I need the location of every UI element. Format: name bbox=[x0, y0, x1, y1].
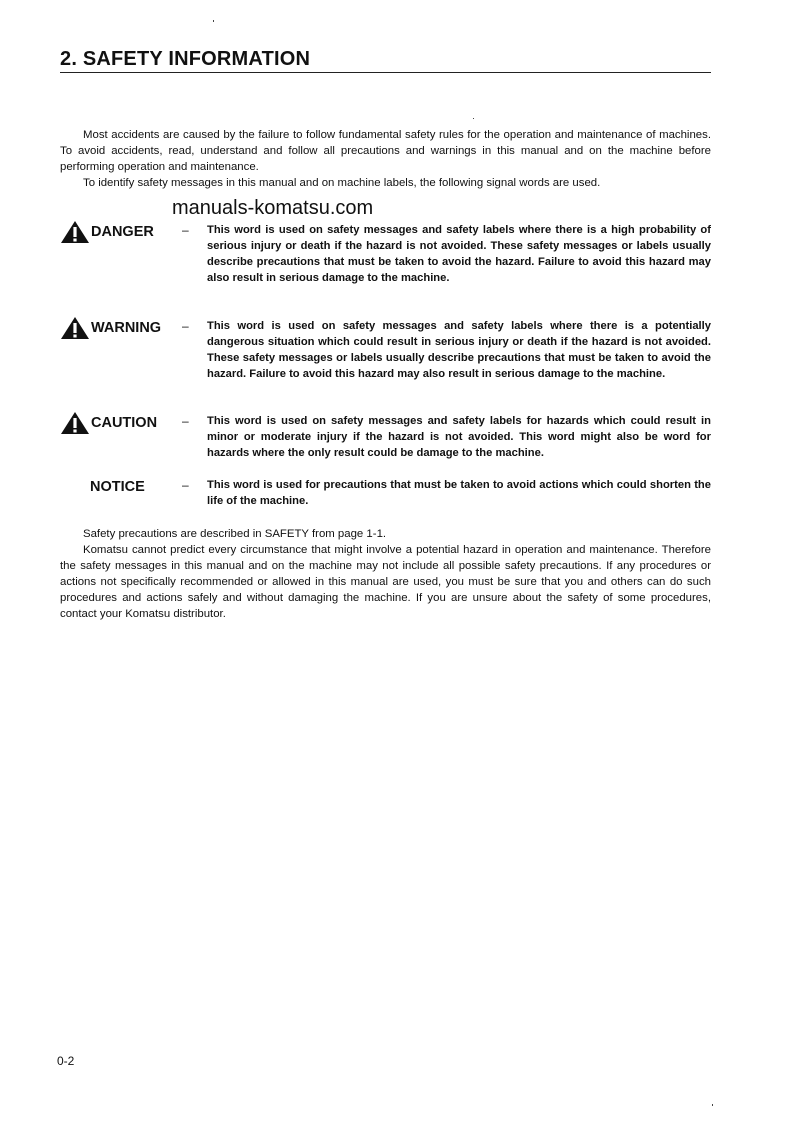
outro-paragraph: Safety precautions are described in SAFETY from page 1-1. bbox=[83, 528, 387, 540]
page-number: 0-2 bbox=[57, 1054, 75, 1068]
signal-label bbox=[90, 476, 145, 498]
signal-description: This word is used on safety messages and safety labels where there is a potentially dangerous situation which could result in serious injury or death if the hazard is not avoided. These safety messages or labels usually describe precautions that must be taken to avoid the hazard. Failure to avoid this hazard may also result in serious damage to the machine. bbox=[207, 320, 711, 380]
signal-description: This word is used on safety messages and safety labels for hazards which could result in minor or moderate injury if the hazard is not avoided. This word might also be word for hazards where the only result could be damage to the machine. bbox=[207, 415, 711, 459]
outro-text bbox=[60, 526, 711, 622]
signal-label bbox=[60, 221, 180, 243]
signal-dash: – bbox=[182, 223, 189, 237]
signal-word: NOTICE bbox=[90, 479, 145, 495]
signal-dash: – bbox=[182, 414, 189, 428]
signal-description: This word is used on safety messages and safety labels where there is a high probability of serious injury or death if the hazard is not avoided. These safety messages or labels usually describe precautions that must be taken to avoid the hazard. Failure to avoid this hazard may also result in serious damage to the machine. bbox=[207, 224, 711, 284]
intro-paragraph: Most accidents are caused by the failure to follow fundamental safety rules for the operation and maintenance of machines. To avoid accidents, read, understand and follow all precautions and warnings in this manual and on the machine before performing operation and maintenance. bbox=[60, 129, 711, 173]
section-title: 2. SAFETY INFORMATION bbox=[60, 48, 311, 70]
signal-word: DANGER bbox=[91, 224, 154, 240]
signal-description: This word is used for precautions that must be taken to avoid actions which could shorten the life of the machine. bbox=[207, 479, 711, 507]
signal-dash: – bbox=[182, 478, 189, 492]
signal-label bbox=[60, 317, 180, 339]
section-heading bbox=[60, 48, 711, 73]
outro-paragraph: Komatsu cannot predict every circumstance that might involve a potential hazard in operation and maintenance. Therefore the safety messages in this manual and on the machine may not include all possible safety precautions. If any procedures or actions not specifically recommended or allowed in this manual are used, you must be sure that you and others can do such procedures and actions safely and without damaging the machine. If you are unsure about the safety of some procedures, contact your Komatsu distributor. bbox=[60, 544, 711, 620]
watermark-text: manuals-komatsu.com bbox=[172, 197, 374, 219]
scan-speck bbox=[712, 1104, 713, 1106]
warning-triangle-icon bbox=[60, 411, 90, 435]
intro-paragraph: To identify safety messages in this manual and on machine labels, the following signal words are used. bbox=[83, 177, 601, 189]
signal-word: WARNING bbox=[91, 320, 162, 336]
scan-speck bbox=[213, 20, 214, 22]
signal-dash: – bbox=[182, 319, 189, 333]
signal-word: CAUTION bbox=[91, 415, 158, 431]
signal-label bbox=[60, 412, 180, 434]
warning-triangle-icon bbox=[60, 220, 90, 244]
warning-triangle-icon bbox=[60, 316, 90, 340]
scan-speck bbox=[473, 118, 474, 119]
intro-text bbox=[60, 127, 711, 191]
